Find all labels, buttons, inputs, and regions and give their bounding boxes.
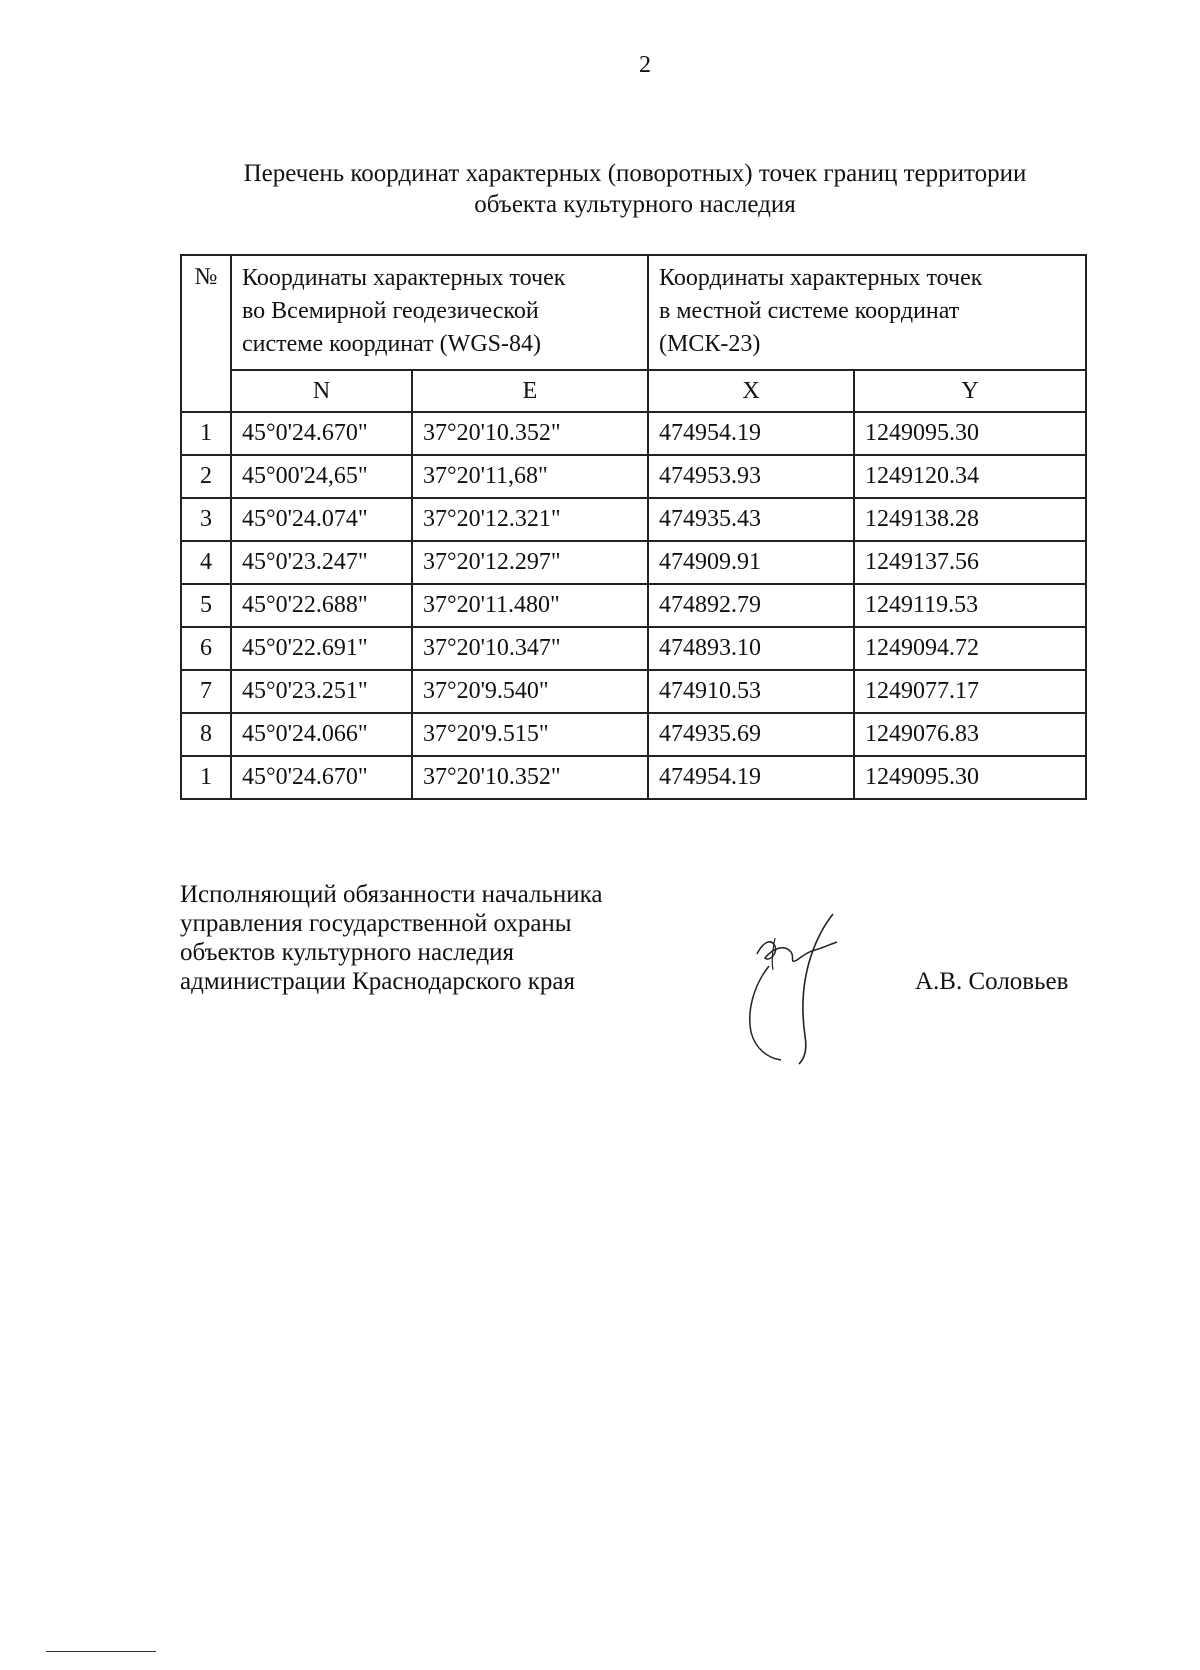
point-number-cell: 3 [181, 498, 231, 541]
coord-y-cell: 1249076.83 [854, 713, 1086, 756]
header-x: X [648, 370, 854, 412]
coord-y-cell: 1249119.53 [854, 584, 1086, 627]
latitude-n-cell: 45°0'23.251" [231, 670, 412, 713]
coord-x-cell: 474953.93 [648, 455, 854, 498]
header-msk23-line-2: в местной системе координат [659, 298, 960, 324]
longitude-e-cell: 37°20'9.540" [412, 670, 648, 713]
longitude-e-cell: 37°20'11,68" [412, 455, 648, 498]
table-row [181, 498, 1086, 541]
coord-y-cell: 1249138.28 [854, 498, 1086, 541]
point-number-cell: 5 [181, 584, 231, 627]
point-number-cell: 4 [181, 541, 231, 584]
coord-y-cell: 1249120.34 [854, 455, 1086, 498]
longitude-e-cell: 37°20'12.321" [412, 498, 648, 541]
header-msk23 [648, 255, 1086, 370]
coordinates-table [180, 254, 1087, 800]
header-msk23-line-1: Координаты характерных точек [659, 265, 983, 291]
latitude-n-cell: 45°0'24.670" [231, 412, 412, 455]
table-row [181, 455, 1086, 498]
header-wgs84 [231, 255, 648, 370]
coord-y-cell: 1249137.56 [854, 541, 1086, 584]
coord-x-cell: 474892.79 [648, 584, 854, 627]
signer-line-2: управления государственной охраны [180, 910, 572, 937]
header-number: № [181, 255, 231, 412]
coord-x-cell: 474935.69 [648, 713, 854, 756]
table-row [181, 627, 1086, 670]
coord-x-cell: 474910.53 [648, 670, 854, 713]
table-row [181, 584, 1086, 627]
point-number-cell: 2 [181, 455, 231, 498]
handwritten-signature [745, 908, 865, 1068]
signer-name: А.В. Соловьев [915, 968, 1069, 995]
coord-x-cell: 474909.91 [648, 541, 854, 584]
footer-rule [46, 1651, 156, 1652]
coord-y-cell: 1249095.30 [854, 756, 1086, 799]
coord-x-cell: 474893.10 [648, 627, 854, 670]
latitude-n-cell: 45°0'23.247" [231, 541, 412, 584]
coord-x-cell: 474954.19 [648, 412, 854, 455]
table-row [181, 670, 1086, 713]
longitude-e-cell: 37°20'10.352" [412, 412, 648, 455]
longitude-e-cell: 37°20'9.515" [412, 713, 648, 756]
header-n: N [231, 370, 412, 412]
header-y: Y [854, 370, 1086, 412]
page-number: 2 [639, 52, 651, 78]
longitude-e-cell: 37°20'11.480" [412, 584, 648, 627]
longitude-e-cell: 37°20'10.347" [412, 627, 648, 670]
latitude-n-cell: 45°0'22.688" [231, 584, 412, 627]
latitude-n-cell: 45°0'24.074" [231, 498, 412, 541]
table-row [181, 541, 1086, 584]
point-number-cell: 7 [181, 670, 231, 713]
point-number-cell: 1 [181, 756, 231, 799]
table-row [181, 713, 1086, 756]
longitude-e-cell: 37°20'10.352" [412, 756, 648, 799]
table-row [181, 412, 1086, 455]
latitude-n-cell: 45°00'24,65" [231, 455, 412, 498]
point-number-cell: 1 [181, 412, 231, 455]
latitude-n-cell: 45°0'24.670" [231, 756, 412, 799]
header-msk23-line-3: (МСК-23) [659, 331, 761, 357]
signer-position [180, 880, 700, 996]
header-e: E [412, 370, 648, 412]
point-number-cell: 6 [181, 627, 231, 670]
signer-line-4: администрации Краснодарского края [180, 968, 576, 995]
longitude-e-cell: 37°20'12.297" [412, 541, 648, 584]
title-line-2: объекта культурного наследия [474, 191, 796, 218]
coord-y-cell: 1249095.30 [854, 412, 1086, 455]
header-wgs84-line-2: во Всемирной геодезической [242, 298, 539, 324]
point-number-cell: 8 [181, 713, 231, 756]
header-wgs84-line-1: Координаты характерных точек [242, 265, 566, 291]
table-row [181, 756, 1086, 799]
coord-y-cell: 1249094.72 [854, 627, 1086, 670]
signer-line-3: объектов культурного наследия [180, 939, 514, 966]
header-wgs84-line-3: системе координат (WGS-84) [242, 331, 541, 357]
title-line-1: Перечень координат характерных (поворотных) точек границ территории [243, 160, 1027, 187]
coord-y-cell: 1249077.17 [854, 670, 1086, 713]
signer-line-1: Исполняющий обязанности начальника [180, 881, 603, 908]
latitude-n-cell: 45°0'22.691" [231, 627, 412, 670]
document-title [185, 158, 1085, 220]
latitude-n-cell: 45°0'24.066" [231, 713, 412, 756]
coord-x-cell: 474935.43 [648, 498, 854, 541]
coord-x-cell: 474954.19 [648, 756, 854, 799]
